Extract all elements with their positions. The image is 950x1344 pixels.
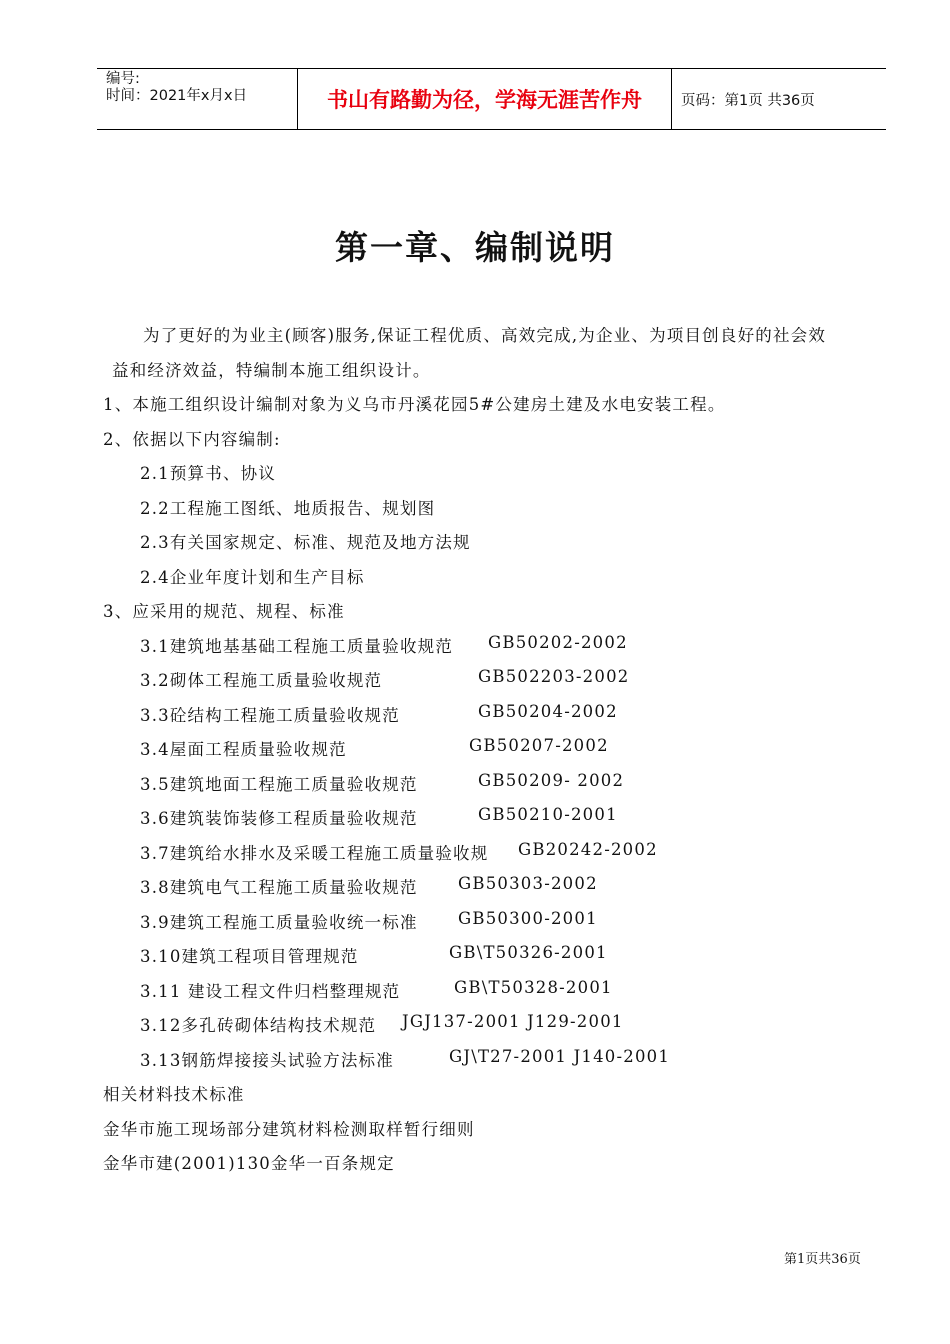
basis-item: 2.1预算书、协议 xyxy=(140,464,277,483)
basis-item: 2.3有关国家规定、标准、规范及地方法规 xyxy=(140,533,471,552)
standard-code: GB\T50326-2001 xyxy=(449,943,608,962)
intro-line-1: 为了更好的为业主(顾客)服务,保证工程优质、高效完成,为企业、为项目创良好的社会效 xyxy=(143,326,827,345)
header-meta xyxy=(97,69,298,129)
standard-name: 3.4屋面工程质量验收规范 xyxy=(140,740,347,759)
standard-code: GB50300-2001 xyxy=(458,909,598,928)
basis-item: 2.4企业年度计划和生产目标 xyxy=(140,568,365,587)
time-label: 时间：2021年x月x日 xyxy=(106,88,248,104)
standard-name: 3.1建筑地基基础工程施工质量验收规范 xyxy=(140,637,454,656)
standard-code: GJ\T27-2001 J140-2001 xyxy=(449,1047,671,1066)
standard-name: 3.13钢筋焊接接头试验方法标准 xyxy=(140,1051,394,1070)
standard-code: GB50207-2002 xyxy=(469,736,609,755)
extra-line: 金华市施工现场部分建筑材料检测取样暂行细则 xyxy=(103,1120,475,1139)
standard-name: 3.6建筑装饰装修工程质量验收规范 xyxy=(140,809,418,828)
header-motto: 书山有路勤为径，学海无涯苦作舟 xyxy=(298,69,672,129)
standard-code: GB50209- 2002 xyxy=(478,771,625,790)
basis-item: 2.2工程施工图纸、地质报告、规划图 xyxy=(140,499,436,518)
standard-name: 3.8建筑电气工程施工质量验收规范 xyxy=(140,878,418,897)
page-header xyxy=(97,68,886,130)
intro-line-2: 益和经济效益，特编制本施工组织设计。 xyxy=(112,361,431,380)
standard-code: GB\T50328-2001 xyxy=(454,978,613,997)
serial-label: 编号: xyxy=(106,71,140,87)
standard-name: 3.10建筑工程项目管理规范 xyxy=(140,947,359,966)
standard-name: 3.7建筑给水排水及采暖工程施工质量验收规 xyxy=(140,844,489,863)
standard-name: 3.5建筑地面工程施工质量验收规范 xyxy=(140,775,418,794)
standard-name: 3.11 建设工程文件归档整理规范 xyxy=(140,982,401,1001)
item-3: 3、应采用的规范、规程、标准 xyxy=(103,602,345,621)
standard-code: GB50204-2002 xyxy=(478,702,618,721)
standard-name: 3.12多孔砖砌体结构技术规范 xyxy=(140,1016,377,1035)
standard-name: 3.2砌体工程施工质量验收规范 xyxy=(140,671,383,690)
standard-code: GB20242-2002 xyxy=(518,840,658,859)
standard-name: 3.3砼结构工程施工质量验收规范 xyxy=(140,706,400,725)
chapter-title: 第一章、编制说明 xyxy=(335,228,615,267)
header-page-info: 页码：第1页 共36页 xyxy=(681,92,815,109)
page-footer: 第1页共36页 xyxy=(784,1252,861,1267)
standard-code: GB50202-2002 xyxy=(488,633,628,652)
standard-name: 3.9建筑工程施工质量验收统一标准 xyxy=(140,913,418,932)
standard-code: GB50210-2001 xyxy=(478,805,618,824)
standard-code: JGJ137-2001 J129-2001 xyxy=(402,1012,624,1031)
standard-code: GB502203-2002 xyxy=(478,667,630,686)
extra-line: 相关材料技术标准 xyxy=(103,1085,245,1104)
item-1: 1、本施工组织设计编制对象为义乌市丹溪花园5#公建房土建及水电安装工程。 xyxy=(103,395,726,414)
item-2: 2、依据以下内容编制: xyxy=(103,430,281,449)
standard-code: GB50303-2002 xyxy=(458,874,598,893)
extra-line: 金华市建(2001)130金华一百条规定 xyxy=(103,1154,395,1173)
